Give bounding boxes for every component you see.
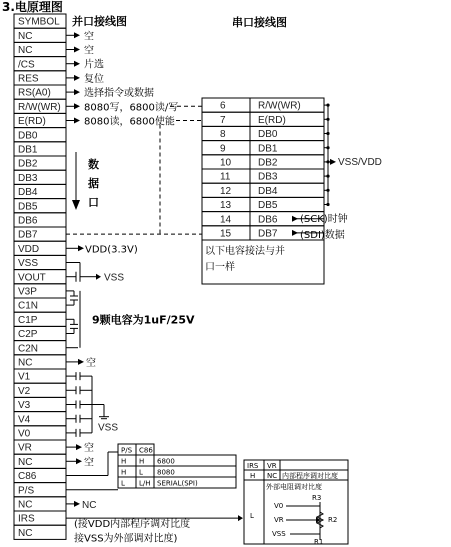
pin-description: 片选 <box>84 59 104 71</box>
mode-table-text: L/H <box>139 479 151 488</box>
contrast-cell: H <box>250 472 256 480</box>
diagram-title: 3.电原理图 <box>2 0 63 14</box>
serial-pin-number: 14 <box>220 214 232 226</box>
serial-pin-number: 8 <box>220 129 226 141</box>
pin-label: V3 <box>18 400 31 412</box>
pin-label: NC <box>18 456 33 468</box>
pin-label: SYMBOL <box>18 16 60 28</box>
serial-pin-name: R/W(WR) <box>258 100 301 112</box>
resistor-label: R3 <box>312 494 322 502</box>
pin-label: V1 <box>18 371 31 383</box>
pin-label: V3P <box>18 286 37 298</box>
pin-label: DB5 <box>18 201 38 213</box>
pin-description: 8080写，6800读/写 <box>84 102 179 114</box>
serial-num-cell <box>202 141 250 155</box>
pin-description: VSS <box>104 272 125 284</box>
serial-pin-number: 9 <box>220 143 226 155</box>
resistor-label: R2 <box>328 516 338 524</box>
pin-label: DB4 <box>18 187 38 199</box>
pin-label: DB0 <box>18 130 38 142</box>
pin-label: NC <box>18 527 33 539</box>
pin-description: VSS <box>98 422 119 434</box>
serial-num-cell <box>202 112 250 126</box>
serial-note-line1: 以下电容接法与并 <box>205 246 285 257</box>
serial-sck-label: (SCK)时钟 <box>300 214 348 225</box>
pin-description: 空 <box>86 357 96 369</box>
serial-vss-vdd-label: VSS/VDD <box>338 157 382 168</box>
pin-label: DB3 <box>18 172 38 184</box>
serial-pin-name: DB4 <box>258 185 278 197</box>
pin-description: 接VSS为外部调对比度) <box>74 533 178 545</box>
pin-label: NC <box>18 499 33 511</box>
mode-table-text: H <box>121 457 127 466</box>
serial-pin-name: DB6 <box>258 214 278 226</box>
mode-table-text: 8080 <box>157 468 175 477</box>
pin-description: 选择指令或数据 <box>84 88 154 100</box>
pin-label: C2N <box>18 343 39 355</box>
pin-label: RS(A0) <box>18 87 51 99</box>
pin-description: (接VDD内部程序调对比度 <box>74 519 191 531</box>
node-label: VR <box>274 516 284 524</box>
pin-label: VSS <box>18 258 39 270</box>
pin-label: /CS <box>18 59 35 71</box>
contrast-cell: 内部程序调对比度 <box>282 472 338 480</box>
data-bus-label-char: 数 <box>88 158 99 171</box>
contrast-header: VR <box>267 462 277 470</box>
pin-description: 9颗电容为1uF/25V <box>92 313 195 327</box>
pin-description: 8080读，6800使能 <box>84 116 175 128</box>
contrast-cell: L <box>250 512 254 520</box>
pin-label: E(RD) <box>18 116 46 128</box>
pin-label: VR <box>18 442 32 454</box>
serial-pin-number: 13 <box>220 200 232 212</box>
parallel-title: 并口接线图 <box>72 15 127 29</box>
contrast-header: IRS <box>247 462 259 470</box>
pin-label: DB2 <box>18 158 38 170</box>
pin-label: NC <box>18 30 33 42</box>
serial-pin-number: 15 <box>220 228 232 240</box>
contrast-control-table <box>244 460 348 546</box>
pin-label: V4 <box>18 414 31 426</box>
pin-column <box>14 14 243 544</box>
pin-description: VDD(3.3V) <box>85 244 138 256</box>
data-bus-label-char: 口 <box>88 196 99 209</box>
serial-pin-number: 6 <box>220 100 226 112</box>
pin-description: 空 <box>84 457 94 469</box>
data-bus-label <box>72 152 99 210</box>
serial-pin-number: 10 <box>220 157 232 169</box>
serial-pin-name: DB1 <box>258 143 278 155</box>
node-label: V0 <box>274 502 284 510</box>
serial-num-cell <box>202 98 250 112</box>
pin-label: P/S <box>18 485 35 497</box>
serial-pin-number: 11 <box>220 171 231 183</box>
mode-select-table <box>118 444 236 488</box>
pin-label: C2P <box>18 329 38 341</box>
serial-pin-name: DB2 <box>258 157 278 169</box>
pin-label: C1P <box>18 314 38 326</box>
serial-title: 串口接线图 <box>232 16 287 29</box>
contrast-external-title: 外部电阻调对比度 <box>266 483 322 491</box>
serial-note-line2: 口一样 <box>205 262 235 273</box>
node-label: VSS <box>272 530 286 538</box>
pin-description: 空 <box>84 31 94 43</box>
pin-description: 空 <box>84 443 94 455</box>
serial-pin-name: DB7 <box>258 228 278 240</box>
pin-label: DB1 <box>18 144 38 156</box>
serial-pin-number: 7 <box>220 114 226 126</box>
pin-label: R/W(WR) <box>18 101 61 113</box>
pin-description: 复位 <box>84 73 104 85</box>
pin-label: NC <box>18 45 33 57</box>
data-bus-label-char: 据 <box>88 177 99 190</box>
mode-table-text: H <box>139 457 145 466</box>
pin-label: C1N <box>18 300 39 312</box>
serial-sdi-label: (SDI)数据 <box>300 230 345 241</box>
pin-label: IRS <box>18 513 35 525</box>
serial-pin-name: E(RD) <box>258 114 286 126</box>
pin-label: VOUT <box>18 272 46 284</box>
serial-pin-number: 12 <box>220 185 232 197</box>
contrast-cell: NC <box>267 472 278 480</box>
pin-label: C86 <box>18 471 37 483</box>
pin-description: 空 <box>84 45 94 57</box>
pin-description: NC <box>82 499 97 511</box>
mode-table-text: L <box>121 479 125 488</box>
serial-pin-name: DB5 <box>258 200 278 212</box>
mode-table-text: L <box>139 468 143 477</box>
serial-pin-name: DB0 <box>258 129 278 141</box>
mode-table-text: H <box>121 468 127 477</box>
pin-label: DB6 <box>18 215 38 227</box>
pin-label: V2 <box>18 385 31 397</box>
mode-table-text: C86 <box>139 446 153 455</box>
pin-label: NC <box>18 357 33 369</box>
resistor-label: R1 <box>314 538 324 546</box>
pin-label: VDD <box>18 243 40 255</box>
pin-label: DB7 <box>18 229 38 241</box>
serial-num-cell <box>202 126 250 140</box>
serial-pin-name: DB3 <box>258 171 278 183</box>
pin-label: RES <box>18 73 39 85</box>
mode-table-text: 6800 <box>157 457 175 466</box>
mode-table-text: P/S <box>121 446 133 455</box>
pin-label: V0 <box>18 428 31 440</box>
mode-table-text: SERIAL(SPI) <box>157 479 198 488</box>
